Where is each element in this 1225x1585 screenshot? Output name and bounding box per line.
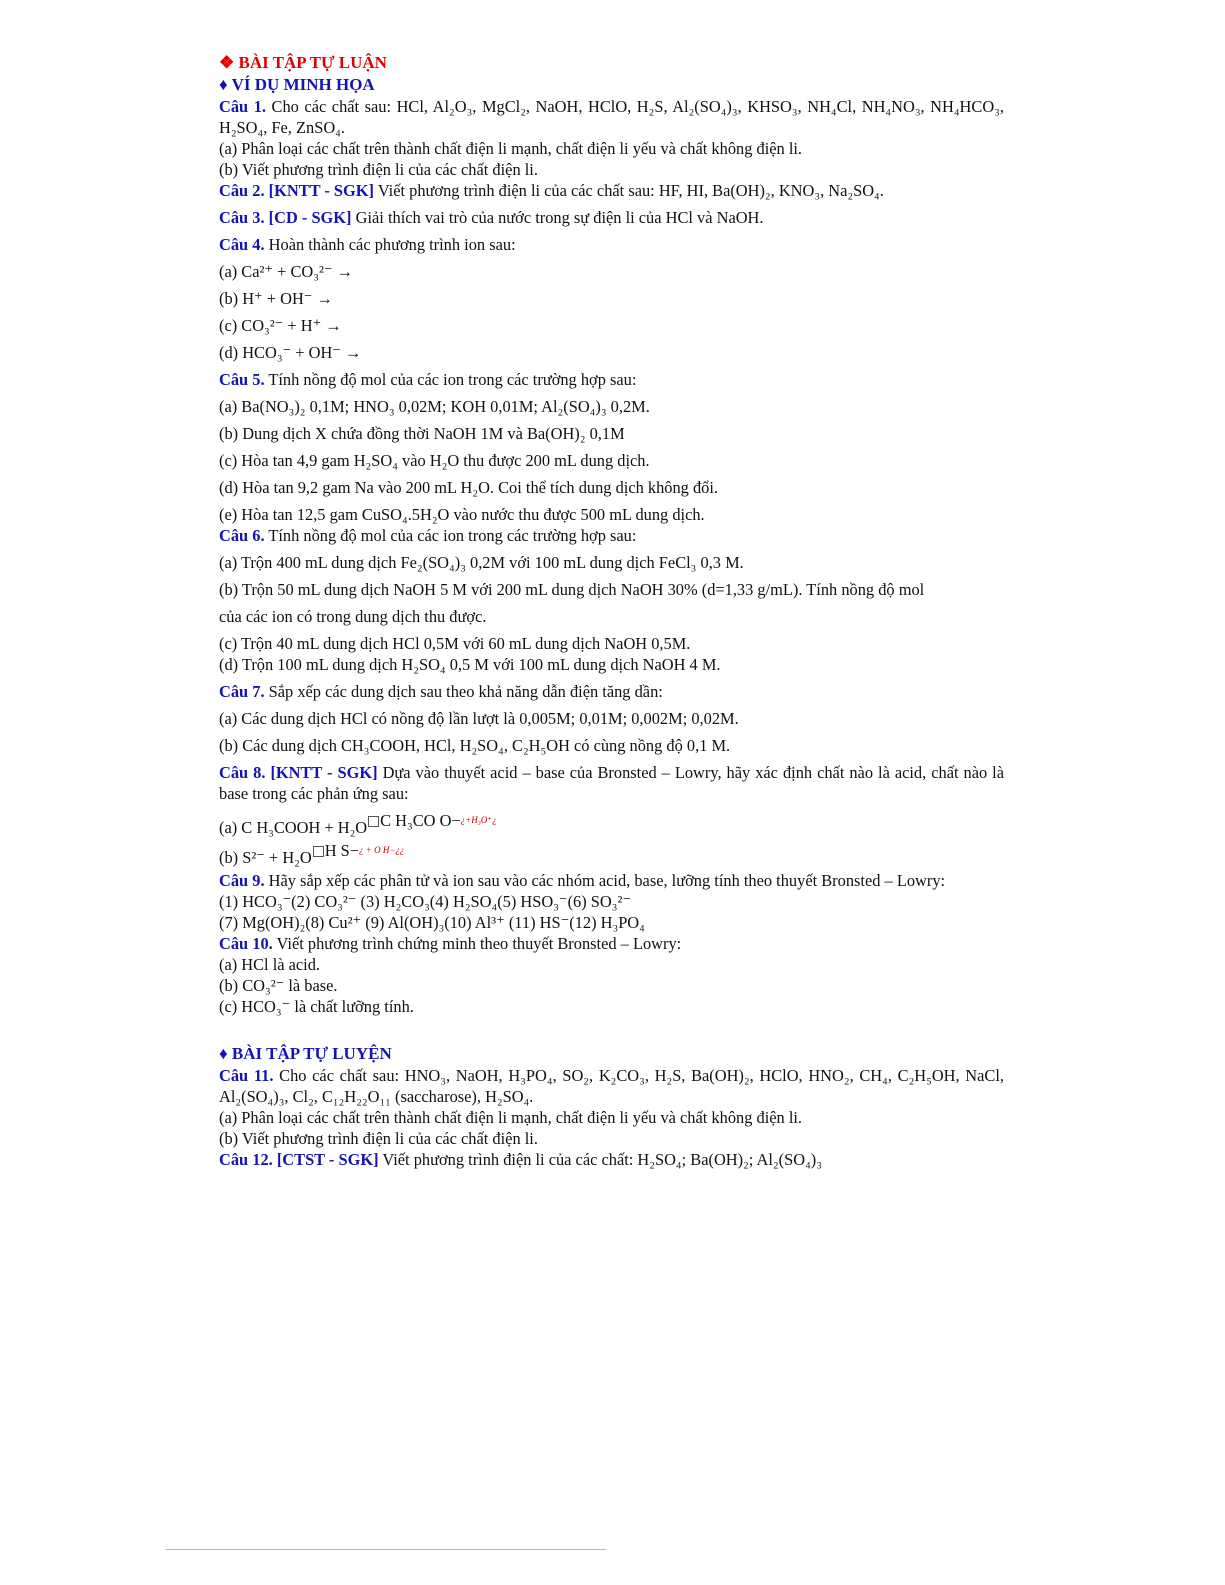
question-text: Giải thích vai trò của nước trong sự điện li của HCl và NaOH. xyxy=(355,208,764,227)
question-7-item-b: (b) Các dung dịch CH₃COOH, HCl, H₂SO₄, C₂H₅OH có cùng nồng độ 0,1 M. xyxy=(219,736,731,755)
question-9-list-2: (7) Mg(OH)₂(8) Cu²⁺ (9) Al(OH)₃(10) Al³⁺ (11) HS⁻(12) H₃PO₄ xyxy=(219,913,645,932)
question-12 xyxy=(219,1149,1004,1170)
question-11-item-a: (a) Phân loại các chất trên thành chất điện li mạnh, chất điện li yếu và chất không điện li. xyxy=(219,1108,803,1127)
question-6-item-a: (a) Trộn 400 mL dung dịch Fe₂(SO₄)₃ 0,2M với 100 mL dung dịch FeCl₃ 0,3 M. xyxy=(219,553,744,572)
source-tag: [CTST - SGK] xyxy=(276,1150,379,1169)
question-text: Hãy sắp xếp các phân tử và ion sau vào các nhóm acid, base, lưỡng tính theo thuyết Bronsted – Lowry: xyxy=(268,871,946,890)
equation-left: (a) C H₃COOH + H₂O xyxy=(219,818,368,837)
question-8 xyxy=(219,762,1004,804)
section-heading-practice: ♦ BÀI TẬP TỰ LUYỆN xyxy=(219,1044,392,1063)
equation-right: H S− xyxy=(324,841,360,860)
question-1-item-b: (b) Viết phương trình điện li của các chất điện li. xyxy=(219,160,538,179)
question-4 xyxy=(219,234,1004,255)
question-text: Dựa vào thuyết acid – base của Bronsted – Lowry, hãy xác định chất nào là acid, chất nào là base trong các phản ứng sau: xyxy=(219,763,1004,803)
question-label: Câu 8. xyxy=(219,763,266,782)
source-tag: [CD - SGK] xyxy=(268,208,352,227)
question-4-item-b: (b) H⁺ + OH⁻ → xyxy=(219,289,333,308)
source-tag: [KNTT - SGK] xyxy=(270,763,378,782)
question-label: Câu 6. xyxy=(219,526,265,545)
question-label: Câu 3. xyxy=(219,208,265,227)
equation-error-text: ¿+H₃O⁺¿ xyxy=(460,815,497,825)
question-6-item-d: (d) Trộn 100 mL dung dịch H₂SO₄ 0,5 M với 100 mL dung dịch NaOH 4 M. xyxy=(219,655,721,674)
question-4-item-c: (c) CO₃²⁻ + H⁺ → xyxy=(219,316,342,335)
question-10-item-a: (a) HCl là acid. xyxy=(219,955,321,974)
question-4-item-a: (a) Ca²⁺ + CO₃²⁻ → xyxy=(219,262,354,281)
question-10-item-b: (b) CO₃²⁻ là base. xyxy=(219,976,338,995)
question-label: Câu 7. xyxy=(219,682,265,701)
question-text: Viết phương trình điện li của các chất sau: HF, HI, Ba(OH)₂, KNO₃, Na₂SO₄. xyxy=(377,181,884,200)
question-text: Viết phương trình chứng minh theo thuyết Bronsted – Lowry: xyxy=(276,934,682,953)
source-tag: [KNTT - SGK] xyxy=(268,181,374,200)
section-heading-essay: ❖ BÀI TẬP TỰ LUẬN xyxy=(219,53,387,72)
question-8-equation-b xyxy=(219,840,1004,867)
question-9 xyxy=(219,870,1004,891)
question-3 xyxy=(219,207,1004,228)
question-text: Hoàn thành các phương trình ion sau: xyxy=(268,235,516,254)
question-text: Tính nồng độ mol của các ion trong các trường hợp sau: xyxy=(268,526,637,545)
question-label: Câu 10. xyxy=(219,934,273,953)
question-label: Câu 4. xyxy=(219,235,265,254)
question-text: Sắp xếp các dung dịch sau theo khả năng dẫn điện tăng dần: xyxy=(268,682,663,701)
question-6-item-b: (b) Trộn 50 mL dung dịch NaOH 5 M với 200 mL dung dịch NaOH 30% (d=1,33 g/mL). Tính nồng độ mol xyxy=(219,580,925,599)
question-label: Câu 9. xyxy=(219,871,265,890)
equation-left: (b) S²⁻ + H₂O xyxy=(219,848,312,867)
question-2 xyxy=(219,180,1004,201)
question-5-item-d: (d) Hòa tan 9,2 gam Na vào 200 mL H₂O. Coi thể tích dung dịch không đổi. xyxy=(219,478,719,497)
question-label: Câu 12. xyxy=(219,1150,273,1169)
question-8-equation-a xyxy=(219,810,1004,837)
question-1 xyxy=(219,96,1004,138)
question-6 xyxy=(219,525,1004,546)
question-1-item-a: (a) Phân loại các chất trên thành chất điện li mạnh, chất điện li yếu và chất không điện li. xyxy=(219,139,803,158)
question-4-item-d: (d) HCO₃⁻ + OH⁻ → xyxy=(219,343,362,362)
question-7-item-a: (a) Các dung dịch HCl có nồng độ lần lượt là 0,005M; 0,01M; 0,002M; 0,02M. xyxy=(219,709,739,728)
section-heading-examples: ♦ VÍ DỤ MINH HỌA xyxy=(219,75,375,94)
question-text: Tính nồng độ mol của các ion trong các trường hợp sau: xyxy=(268,370,637,389)
question-11-item-b: (b) Viết phương trình điện li của các chất điện li. xyxy=(219,1129,538,1148)
question-label: Câu 1. xyxy=(219,97,266,116)
question-label: Câu 11. xyxy=(219,1066,274,1085)
equation-right: C H₃CO O− xyxy=(380,811,461,830)
question-6-item-b-continued: của các ion có trong dung dịch thu được. xyxy=(219,607,487,626)
placeholder-box-icon xyxy=(368,816,379,827)
question-6-item-c: (c) Trộn 40 mL dung dịch HCl 0,5M với 60 mL dung dịch NaOH 0,5M. xyxy=(219,634,691,653)
question-5 xyxy=(219,369,1004,390)
question-9-list-1: (1) HCO₃⁻(2) CO₃²⁻ (3) H₂CO₃(4) H₂SO₄(5) HSO₃⁻(6) SO₃²⁻ xyxy=(219,892,632,911)
question-text: Viết phương trình điện li của các chất: H₂SO₄; Ba(OH)₂; Al₂(SO₄)₃ xyxy=(382,1150,822,1169)
question-7 xyxy=(219,681,1004,702)
equation-error-text: ¿ + O H−¿¿ xyxy=(359,845,405,855)
question-text: Cho các chất sau: HCl, Al₂O₃, MgCl₂, NaOH, HClO, H₂S, Al₂(SO₄)₃, KHSO₃, NH₄Cl, NH₄NO₃, NH₄HCO₃, H₂SO₄, Fe, ZnSO₄. xyxy=(219,97,1004,137)
document-body xyxy=(219,52,1004,1170)
question-label: Câu 2. xyxy=(219,181,265,200)
placeholder-box-icon xyxy=(313,846,324,857)
question-10 xyxy=(219,933,1004,954)
question-5-item-a: (a) Ba(NO₃)₂ 0,1M; HNO₃ 0,02M; KOH 0,01M; Al₂(SO₄)₃ 0,2M. xyxy=(219,397,650,416)
question-5-item-e: (e) Hòa tan 12,5 gam CuSO₄.5H₂O vào nước thu được 500 mL dung dịch. xyxy=(219,505,705,524)
question-text: Cho các chất sau: HNO₃, NaOH, H₃PO₄, SO₂, K₂CO₃, H₂S, Ba(OH)₂, HClO, HNO₂, CH₄, C₂H₅OH, NaCl, Al₂(SO₄)₃, Cl₂, C₁₂H₂₂O₁₁ (saccharose), H₂SO₄. xyxy=(219,1066,1004,1106)
question-5-item-c: (c) Hòa tan 4,9 gam H₂SO₄ vào H₂O thu được 200 mL dung dịch. xyxy=(219,451,650,470)
question-11 xyxy=(219,1065,1004,1107)
footnote-separator xyxy=(165,1549,606,1550)
question-10-item-c: (c) HCO₃⁻ là chất lưỡng tính. xyxy=(219,997,414,1016)
question-label: Câu 5. xyxy=(219,370,265,389)
question-5-item-b: (b) Dung dịch X chứa đồng thời NaOH 1M và Ba(OH)₂ 0,1M xyxy=(219,424,625,443)
